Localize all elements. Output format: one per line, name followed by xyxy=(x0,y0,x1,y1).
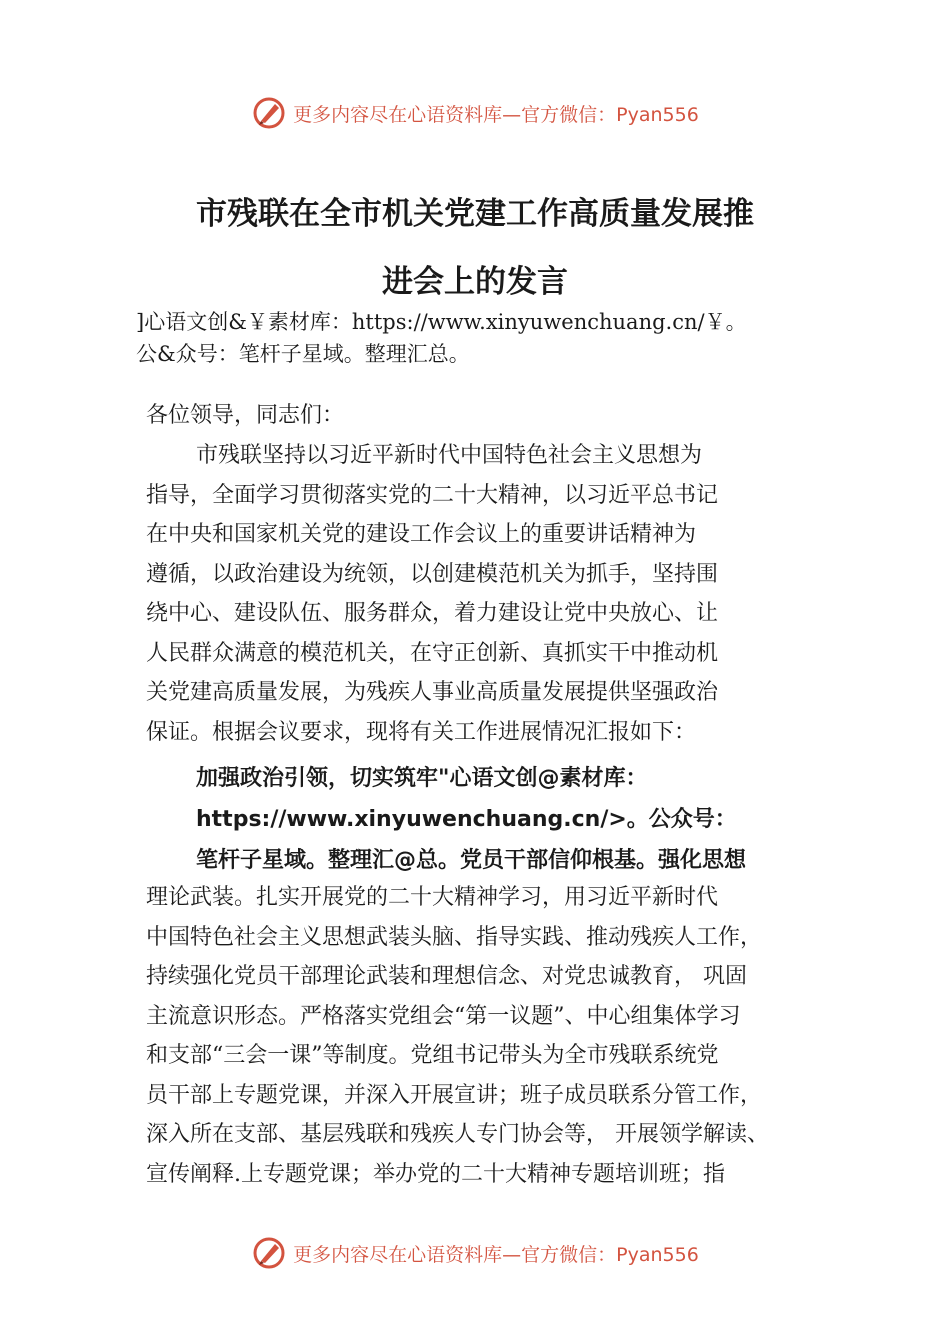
text-line: 持续强化党员干部理论武装和理想信念、对党忠诚教育， 巩固 xyxy=(146,964,747,989)
text-line: 理论武装。扎实开展党的二十大精神学习，用习近平新时代 xyxy=(146,885,719,910)
text-line: 绕中心、建设队伍、服务群众，着力建设让党中央放心、让 xyxy=(146,601,719,626)
document-title-line-1: 市残联在全市机关党建工作高质量发展推 xyxy=(196,196,754,232)
pen-logo-icon xyxy=(251,95,287,131)
text-line: 在中央和国家机关党的建设工作会议上的重要讲话精神为 xyxy=(146,522,697,547)
text-line: 和支部“三会一课”等制度。党组书记带头为全市残联系统党 xyxy=(146,1043,719,1068)
text-line: 员干部上专题党课，并深入开展宣讲；班子成员联系分管工作， xyxy=(146,1082,763,1108)
pen-logo-icon xyxy=(251,1235,287,1271)
paragraph-1 xyxy=(146,436,846,752)
text-line: 主流意识形态。严格落实党组会“第一议题”、中心组集体学习 xyxy=(146,1003,741,1029)
text-line: 保证。根据会议要求，现将有关工作进展情况汇报如下： xyxy=(146,719,697,745)
greeting: 各位领导，同志们： xyxy=(146,403,345,428)
text-line: 指导，全面学习贯彻落实党的二十大精神，以习近平总书记 xyxy=(146,482,719,508)
footer-banner xyxy=(0,1230,950,1276)
text-line: 遵循，以政治建设为统领，以创建模范机关为抓手，坚持围 xyxy=(146,561,719,587)
text-line: 人民群众满意的模范机关，在守正创新、真抓实干中推动机 xyxy=(146,640,719,666)
paragraph-2 xyxy=(146,878,846,1194)
text-line: 市残联坚持以习近平新时代中国特色社会主义思想为 xyxy=(196,443,703,468)
text-line: 关党建高质量发展，为残疾人事业高质量发展提供坚强政治 xyxy=(146,680,719,705)
text-line: 中国特色社会主义思想武装头脑、指导实践、推动残疾人工作， xyxy=(146,924,763,950)
banner-text: 更多内容尽在心语资料库—官方微信：Pyan556 xyxy=(293,103,699,126)
header-banner xyxy=(0,90,950,136)
banner-text: 更多内容尽在心语资料库—官方微信：Pyan556 xyxy=(293,1243,699,1266)
heading-line: 加强政治引领，切实筑牢"心语文创@素材库： xyxy=(196,766,648,791)
heading-line: https://www.xinyuwenchuang.cn/>。公众号： xyxy=(196,807,737,832)
source-line-1: ]心语文创&￥素材库：https://www.xinyuwenchuang.cn/￥。 xyxy=(136,310,747,334)
source-line-2: 公&众号：笔杆子星域。整理汇总。 xyxy=(136,342,470,366)
text-line: 宣传阐释.上专题党课；举办党的二十大精神专题培训班；指 xyxy=(146,1161,725,1187)
document-title-line-2: 进会上的发言 xyxy=(382,264,568,300)
text-line: 深入所在支部、基层残联和残疾人专门协会等， 开展领学解读、 xyxy=(146,1122,769,1147)
heading-line: 笔杆子星域。整理汇@总。党员干部信仰根基。强化思想 xyxy=(196,848,747,873)
section-heading xyxy=(196,758,846,881)
